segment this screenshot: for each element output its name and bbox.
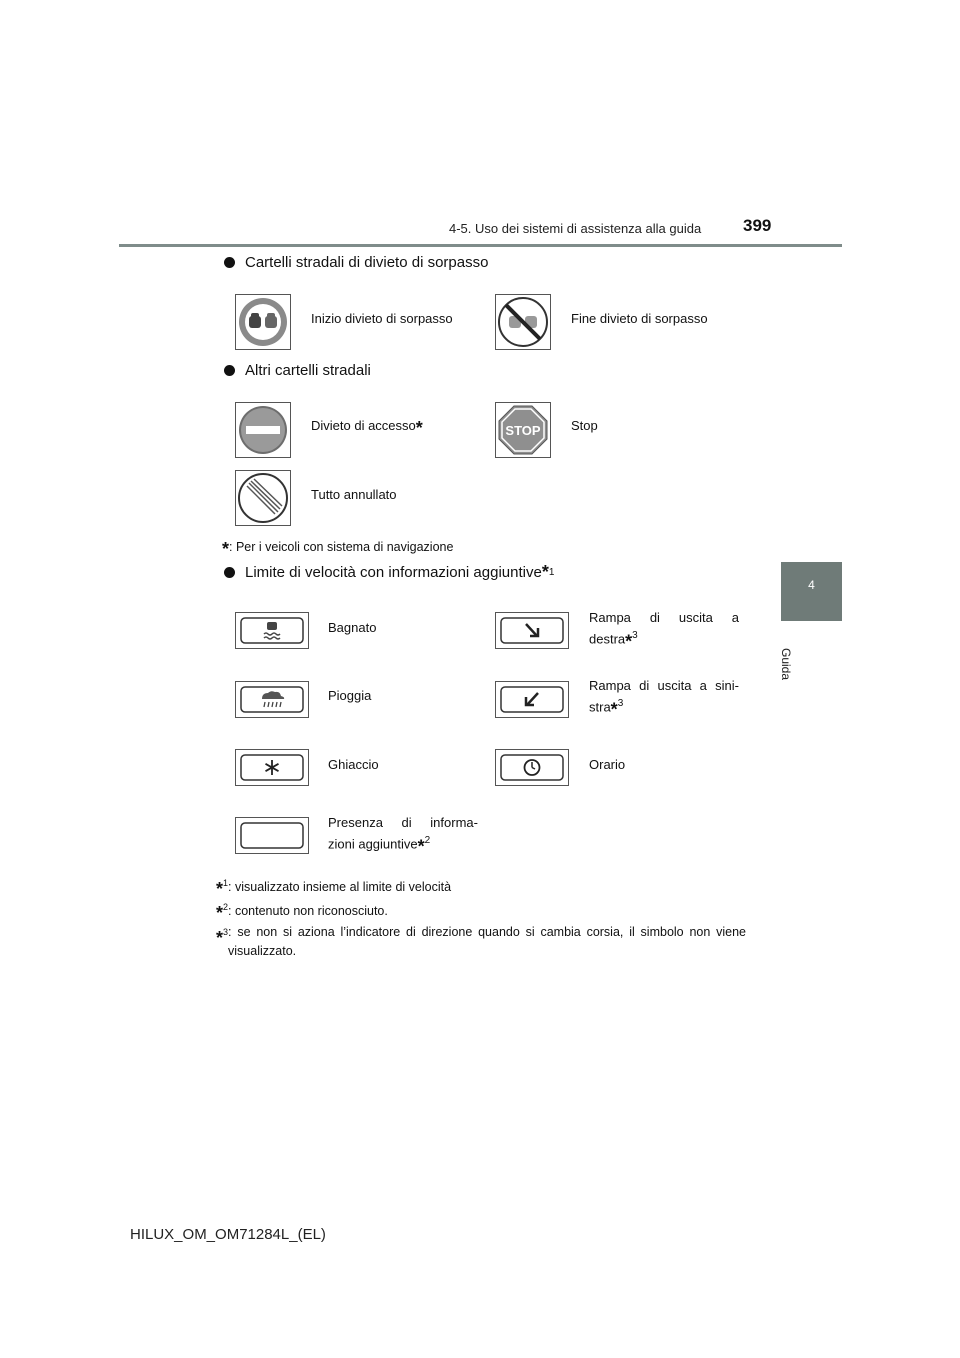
header-rule [119, 244, 842, 247]
no-entry-sign-icon [235, 402, 291, 458]
footnote-3: *$^3$ : se non si aziona l’indicatore di direzione quando si cambia corsia, il simbolo non viene visualizzato. [216, 925, 746, 958]
sign-label: Pioggia [328, 688, 372, 703]
sign-label: Inizio divieto di sorpasso [311, 311, 453, 326]
sign-label: Stop [571, 418, 598, 433]
sign-label: Ghiaccio [328, 757, 379, 772]
section-heading: 4-5. Uso dei sistemi di assistenza alla guida [449, 221, 702, 236]
sign-label: Bagnato [328, 620, 377, 635]
section-title-other [224, 362, 371, 379]
footnote-2: *$^2$: contenuto non riconosciuto. [216, 902, 388, 924]
stop-sign-text: STOP [505, 423, 541, 438]
footnote-navigation: *: Per i veicoli con sistema di navigazione [222, 539, 454, 559]
end-all-restrictions-sign-icon [235, 470, 291, 526]
chapter-number: 4 [808, 578, 815, 592]
sign-label: Rampa di uscita a sini- stra*$^3$ [589, 678, 739, 720]
section-title-text: Limite di velocità con informazioni aggiuntive [245, 564, 542, 581]
bullet-icon [224, 365, 235, 376]
sign-label: Divieto di accesso* [311, 418, 423, 438]
sign-label: Presenza di informa- zioni aggiuntive*$^2$ [328, 815, 478, 857]
stop-sign-icon [495, 402, 551, 458]
document-code: HILUX_OM_OM71284L_(EL) [130, 1226, 326, 1243]
no-overtaking-sign-icon [235, 294, 291, 350]
section-title-text: Cartelli stradali di divieto di sorpasso [245, 254, 489, 271]
chapter-label: Guida [779, 648, 793, 681]
page-number: 399 [743, 216, 772, 235]
rain-plate-icon [235, 681, 309, 718]
section-title-speed: Limite di velocità con informazioni aggiuntive * 1 [224, 562, 554, 583]
end-no-overtaking-sign-icon [495, 294, 551, 350]
exit-right-plate-icon [495, 612, 569, 649]
sign-label: Orario [589, 757, 626, 772]
sign-label: Fine divieto di sorpasso [571, 311, 708, 326]
blank-plate-icon [235, 817, 309, 854]
sign-label: Tutto annullato [311, 487, 397, 502]
time-plate-icon [495, 749, 569, 786]
wet-road-plate-icon [235, 612, 309, 649]
section-title-overtaking [224, 254, 488, 271]
exit-left-plate-icon [495, 681, 569, 718]
section-title-text: Altri cartelli stradali [245, 362, 371, 379]
ice-plate-icon [235, 749, 309, 786]
footnote-1: *$^1$: visualizzato insieme al limite di velocità [216, 878, 452, 900]
bullet-icon [224, 257, 235, 268]
sign-label: Rampa di uscita a destra*$^3$ [589, 610, 739, 652]
bullet-icon [224, 567, 235, 578]
